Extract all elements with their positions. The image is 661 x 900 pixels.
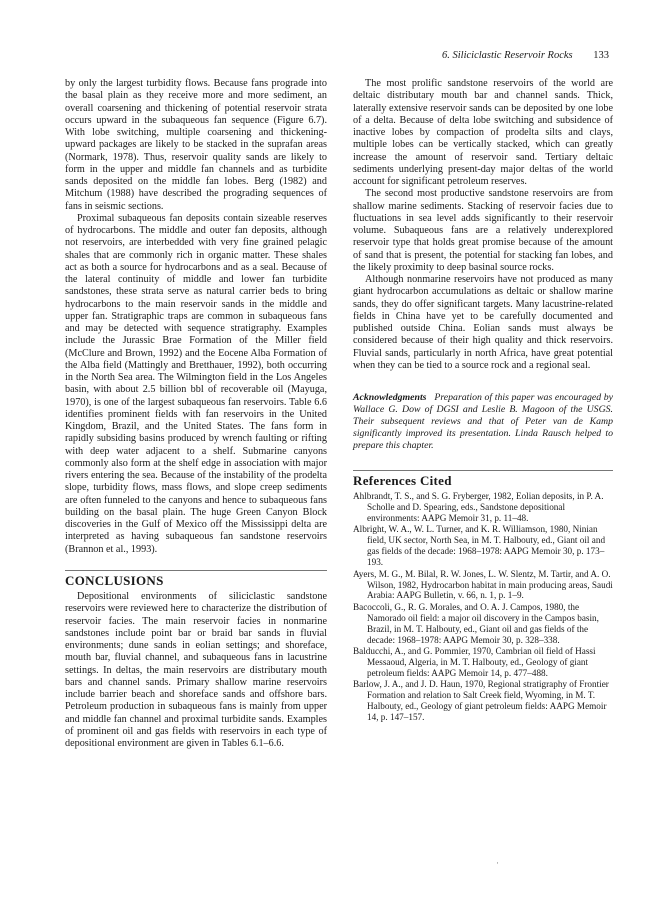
conclusions-section (65, 570, 327, 751)
reference-entry: Ahlbrandt, T. S., and S. G. Fryberger, 1982, Eolian deposits, in P. A. Scholle and D. Spearing, eds., Sandstone depositional environments: AAPG Memoir 31, p. 11–48. (353, 491, 604, 524)
reference-entry: Bacoccoli, G., R. G. Morales, and O. A. J. Campos, 1980, the Namorado oil field: a major oil discovery in the Campos basin, Brazil, in M. T. Halbouty, ed., Giant oil and gas fields of the decade: 1968–1978: AAPG Memoir 30, p. 328–338. (353, 601, 599, 645)
acknowledgments (353, 392, 613, 452)
references-section (353, 470, 613, 723)
reference-entry: Ayers, M. G., M. Bilal, R. W. Jones, L. W. Slentz, M. Tartir, and A. O. Wilson, 1982, Hydrocarbon habitat in main producing areas, Saudi Arabia: AAPG Bulletin, v. 66, n. 1, p. 1–9. (353, 568, 613, 601)
reference-entry: Albright, W. A., W. L. Turner, and K. R. Williamson, 1980, Ninian field, UK sector, North Sea, in M. T. Halbouty, ed., Giant oil and gas fields of the decade: 1968–1978: AAPG Memoir 30, p. 173–193. (353, 524, 606, 568)
right-column (353, 78, 613, 723)
body-paragraph: The most prolific sandstone reservoirs of the world are deltaic distributary mouth bar and channel sands. Thick, laterally extensive reservoir sands can be deposited by one lobe of a delta. Because of delta lobe switching and subsidence of inactive lobes by compaction of prodelta silts and clays, multiple lobes can be vertically stacked, which can greatly increase the amount of reservoir sand. Tertiary deltaic sediments underlying present-day major deltas of the world account for significant petroleum reserves. (353, 78, 613, 187)
body-paragraph: The second most productive sandstone reservoirs are from shallow marine sediments. Stacking of reservoir facies due to fluctuations in sea level adds significantly to their reservoir volume. Subaqueous fans are a relatively underexplored reservoir type that holds great promise because of the amount of sand that is present, the potential for stacking fan lobes, and the likely proximity to deep basinal source rocks. (353, 188, 613, 273)
references-heading: References Cited (353, 473, 452, 488)
running-title: 6. Siliciclastic Reservoir Rocks (441, 50, 573, 61)
left-column (65, 78, 327, 750)
body-paragraph: Proximal subaqueous fan deposits contain sizeable reserves of hydrocarbons. The middle and outer fan deposits, although not reservoirs, are interbedded with very fine grained pelagic shales that are commonly rich in organic matter. These shales act as both a source for hydrocarbons and as a seal. Because of the lateral continuity of middle and lower fan turbidite sandstones, these strata serve as natural carrier beds to bring hydrocarbons to the main reservoir sands in the middle and upper fan. Stratigraphic traps are common in subaqueous fans and may be detected with sequence stratigraphy. Examples include the Jurassic Brae Formation of the Miller field (McClure and Brown, 1992) and the Eocene Alba Formation of the Alba field (Mattingly and Bretthauer, 1992), both occurring in the North Sea area. The Wilmington field in the Los Angeles basin, with about 2.5 billion bbl of recoverable oil (Mayuga, 1970), is one of the largest subaqueous fan reservoirs. Table 6.6 identifies prominent fields with fan reservoirs in the United Kingdom, Brazil, and the United States. The fans form in rapidly subsiding basins produced by wrench faulting or rifting with deep water adjacent to a shelf. Submarine canyons commonly also form at the shelf edge in association with major rivers entering the sea. Because of the instability of the prodelta slope, turbidity flows, mass flows, and slope creep sediments are often funneled to the canyons and hence to subaqueous fans building on the basal plain. The huge Green Canyon Block discoveries in the Gulf of Mexico off the Mississippi delta are interpreted as having subaqueous fan sandstone reservoirs (Brannon et al., 1993). (65, 212, 327, 555)
conclusions-paragraph: Depositional environments of siliciclastic sandstone reservoirs were reviewed here to characterize the distribution of reservoir facies. The main reservoir facies in nonmarine sandstones include point bar or braid bar sands in fluvial environments; dune sands in eolian settings; and shoreface, mouth bar, fluvial channel, and subaqueous fans in lacustrine settings. In deltas, the main reservoirs are distributary mouth bars and channel sands. Primary shallow marine reservoirs include barrier beach and shoreface sands and offshore bars. Petroleum production in subaqueous fans is mainly from upper and middle fan channel and proximal turbidite sands. Examples of prominent oil and gas fields with reservoirs in each type of depositional environment are given in Tables 6.1–6.6. (65, 591, 327, 749)
body-paragraph: by only the largest turbidity flows. Because fans prograde into the basal plain as they receive more and more sediment, an overall coarsening and thickening of potential reservoir strata occurs upward in the subaqueous fan sequence (Figure 6.7). With lobe switching, multiple coarsening and thickening-upward packages are likely to be stacked in the suprafan areas (Normark, 1978). Thus, reservoir quality sands are likely to form in the upper and middle fan channels and as turbidite sands deposited on the middle fan lobes. Berg (1982) and Mitchum (1988) have described the prograding sequences of fans in seismic sections. (65, 78, 327, 212)
reference-entry: Balducchi, A., and G. Pommier, 1970, Cambrian oil field of Hassi Messaoud, Algeria, in M. T. Halbouty, ed., Geology of giant petroleum fields: AAPG Memoir 14, p. 477–488. (353, 645, 596, 678)
reference-list (353, 491, 613, 723)
reference-entry: Barlow, J. A., and J. D. Haun, 1970, Regional stratigraphy of Frontier Formation and relation to Salt Creek field, Wyoming, in M. T. Halbouty, ed., Geology of giant petroleum fields: AAPG Memoir 14, p. 147–157. (353, 679, 609, 722)
acknowledgments-label: Acknowledgments (353, 392, 427, 403)
body-paragraph: Although nonmarine reservoirs have not produced as many giant hydrocarbon accumulations as deltaic or shallow marine sands, they do offer significant targets. Many lacustrine-related fields in China have yet to be carefully documented and published outside China. Eolian sands must always be considered because of their high quality and thick reservoirs. Fluvial sands, particularly in north Africa, have great potential when they can be tied to a source rock and a regional seal. (353, 274, 613, 371)
page-number: 133 (593, 50, 609, 61)
running-header (442, 50, 609, 61)
acknowledgments-text: Preparation of this paper was encouraged by Wallace G. Dow of DGSI and Leslie B. Magoon of the USGS. Their subsequent reviews and that of Peter van de Kamp significantly improved its presentation. Linda Rausch helped to prepare this chapter. (353, 392, 613, 451)
conclusions-heading: CONCLUSIONS (65, 572, 164, 588)
scan-speck: · (496, 858, 499, 868)
